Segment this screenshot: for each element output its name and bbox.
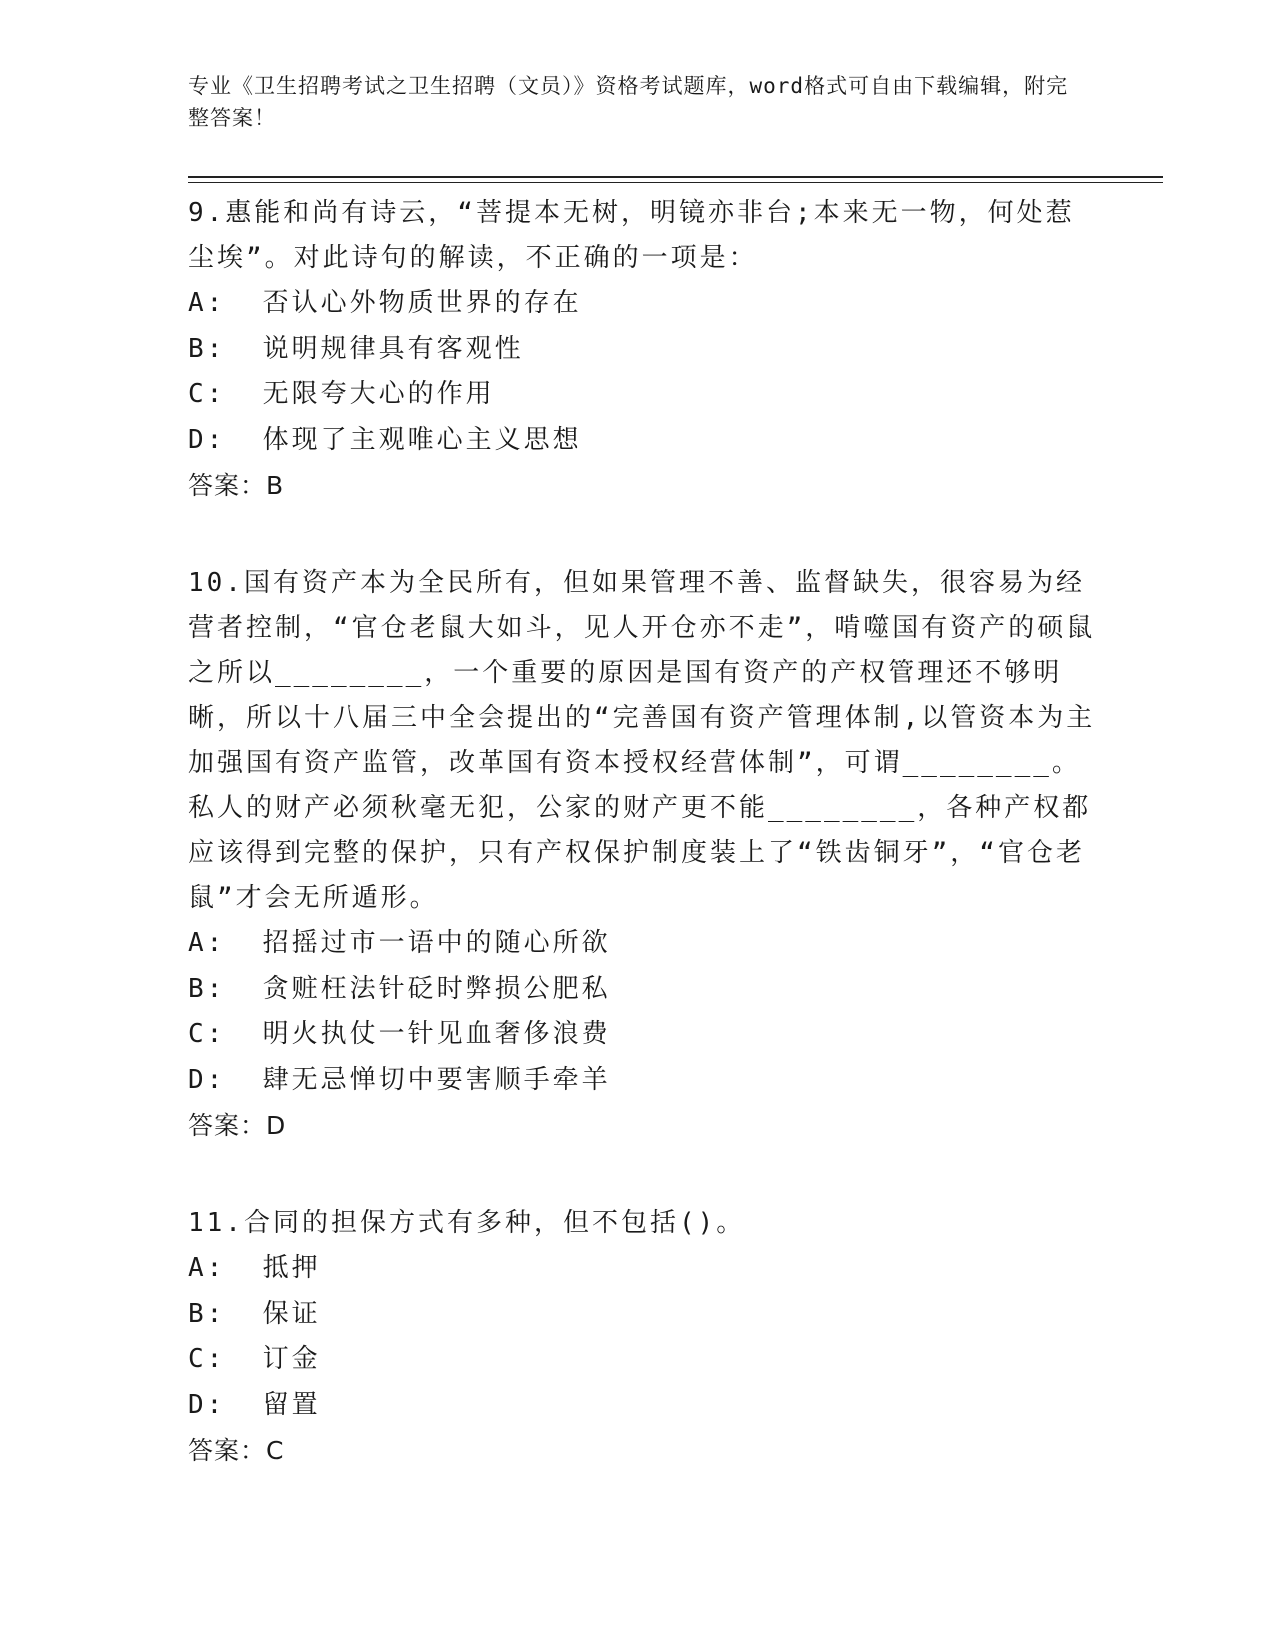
question-9: [188, 191, 1163, 509]
option-a: A: 抵押: [188, 1253, 321, 1283]
answer-label: 答案：B: [188, 471, 285, 500]
question-stem: 10.国有资产本为全民所有，但如果管理不善、监督缺失，很容易为经营者控制，“官仓老鼠大如斗，见人开仓亦不走”，啃噬国有资产的硕鼠之所以________，一个重要的原因是国有资产的产权管理还不够明晰，所以十八届三中全会提出的“完善国有资产管理体制,以管资本为主加强国有资产监管，改革国有资本授权经营体制”，可谓________。私人的财产必须秋毫无犯，公家的财产更不能________，各种产权都应该得到完整的保护，只有产权保护制度装上了“铁齿铜牙”，“官仓老鼠”才会无所遁形。: [188, 568, 1096, 913]
header-divider: [188, 176, 1163, 183]
option-b: B: 保证: [188, 1298, 321, 1329]
option-d: D: 体现了主观唯心主义思想: [188, 424, 582, 455]
question-10: [188, 561, 1163, 1149]
option-b: B: 贪赃枉法针砭时弊损公肥私: [188, 973, 611, 1004]
option-a: A: 否认心外物质世界的存在: [188, 288, 582, 318]
option-c: C: 订金: [188, 1344, 321, 1374]
answer-label: 答案：C: [188, 1436, 285, 1465]
option-a: A: 招摇过市一语中的随心所欲: [188, 928, 611, 958]
question-stem: 11.合同的担保方式有多种，但不包括()。: [188, 1208, 746, 1238]
document-header: 专业《卫生招聘考试之卫生招聘（文员）》资格考试题库，word格式可自由下载编辑，附完整答案！: [188, 74, 1069, 130]
question-stem: 9.惠能和尚有诗云，“菩提本无树，明镜亦非台;本来无一物，何处惹尘埃”。对此诗句的解读，不正确的一项是：: [188, 198, 1075, 273]
option-c: C: 无限夸大心的作用: [188, 379, 495, 409]
option-d: D: 肆无忌惮切中要害顺手牵羊: [188, 1064, 611, 1095]
option-d: D: 留置: [188, 1389, 321, 1420]
option-b: B: 说明规律具有客观性: [188, 333, 524, 364]
answer-label: 答案：D: [188, 1111, 287, 1140]
document-page: [188, 70, 1163, 1474]
question-11: [188, 1201, 1163, 1474]
option-c: C: 明火执仗一针见血奢侈浪费: [188, 1019, 611, 1049]
